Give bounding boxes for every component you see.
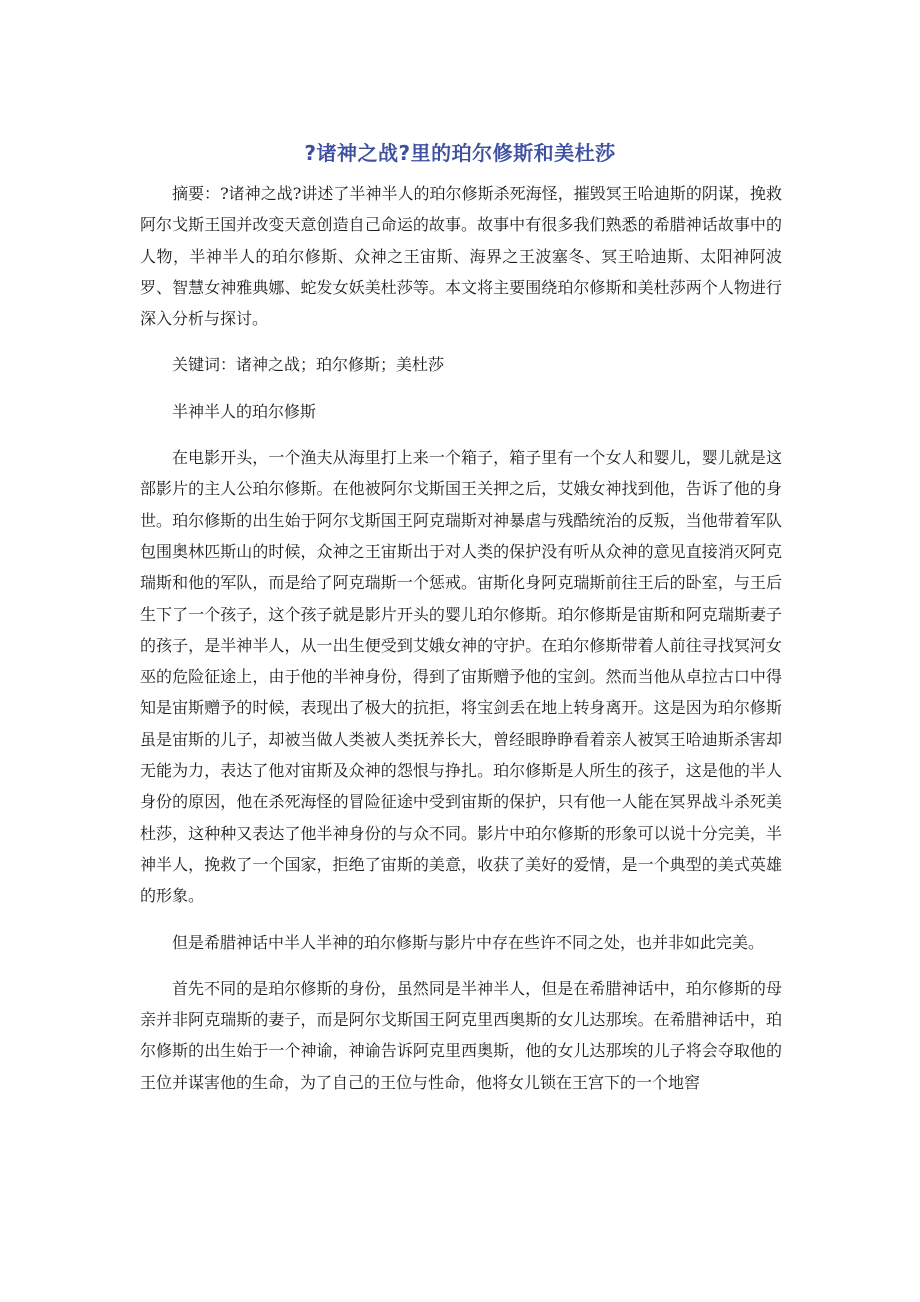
body-paragraph: 首先不同的是珀尔修斯的身份，虽然同是半神半人，但是在希腊神话中，珀尔修斯的母亲并非阿克瑞斯的妻子，而是阿尔戈斯国王阿克里西奥斯的女儿达那埃。在希腊神话中，珀尔修斯的出生始于一个神谕，神谕告诉阿克里西奥斯，他的女儿达那埃的儿子将会夺取他的王位并谋害他的生命，为了自己的王位与性命，他将女儿锁在王宫下的一个地窖 bbox=[140, 978, 782, 1092]
body-paragraph: 在电影开头，一个渔夫从海里打上来一个箱子，箱子里有一个女人和婴儿，婴儿就是这部影片的主人公珀尔修斯。在他被阿尔戈斯国王关押之后，艾娥女神找到他，告诉了他的身世。珀尔修斯的出生始于阿尔戈斯国王阿克瑞斯对神暴虐与残酷统治的反叛，当他带着军队包围奥林匹斯山的时候，众神之王宙斯出于对人类的保护没有听从众神的意见直接消灭阿克瑞斯和他的军队，而是给了阿克瑞斯一个惩戒。宙斯化身阿克瑞斯前往王后的卧室，与王后生下了一个孩子，这个孩子就是影片开头的婴儿珀尔修斯。珀尔修斯是宙斯和阿克瑞斯妻子的孩子，是半神半人，从一出生便受到艾娥女神的守护。在珀尔修斯带着人前往寻找冥河女巫的危险征途上，由于他的半神身份，得到了宙斯赠予他的宝剑。然而当他从卓拉古口中得知是宙斯赠予的时候，表现出了极大的抗拒，将宝剑丢在地上转身离开。这是因为珀尔修斯虽是宙斯的儿子，却被当做人类被人类抚养长大，曾经眼睁睁看着亲人被冥王哈迪斯杀害却无能为力，表达了他对宙斯及众神的怨恨与挣扎。珀尔修斯是人所生的孩子，这是他的半人身份的原因，他在杀死海怪的冒险征途中受到宙斯的保护，只有他一人能在冥界战斗杀死美杜莎，这种种又表达了他半神身份的与众不同。影片中珀尔修斯的形象可以说十分完美，半神半人，挽救了一个国家，拒绝了宙斯的美意，收获了美好的爱情，是一个典型的美式英雄的形象。 bbox=[140, 448, 782, 906]
document-body bbox=[140, 178, 782, 1098]
body-paragraph: 但是希腊神话中半人半神的珀尔修斯与影片中存在些许不同之处，也并非如此完美。 bbox=[172, 932, 765, 952]
keywords-paragraph: 关键词：诸神之战；珀尔修斯；美杜莎 bbox=[172, 355, 445, 375]
section-heading: 半神半人的珀尔修斯 bbox=[172, 401, 317, 421]
abstract-paragraph: 摘要：?诸神之战?讲述了半神半人的珀尔修斯杀死海怪，摧毁冥王哈迪斯的阴谋，挽救阿尔戈斯王国并改变天意创造自己命运的故事。故事中有很多我们熟悉的希腊神话故事中的人物，半神半人的珀尔修斯、众神之王宙斯、海界之王波塞冬、冥王哈迪斯、太阳神阿波罗、智慧女神雅典娜、蛇发女妖美杜莎等。本文将主要围绕珀尔修斯和美杜莎两个人物进行深入分析与探讨。 bbox=[140, 184, 782, 329]
document-title: ?诸神之战?里的珀尔修斯和美杜莎 bbox=[304, 141, 616, 166]
